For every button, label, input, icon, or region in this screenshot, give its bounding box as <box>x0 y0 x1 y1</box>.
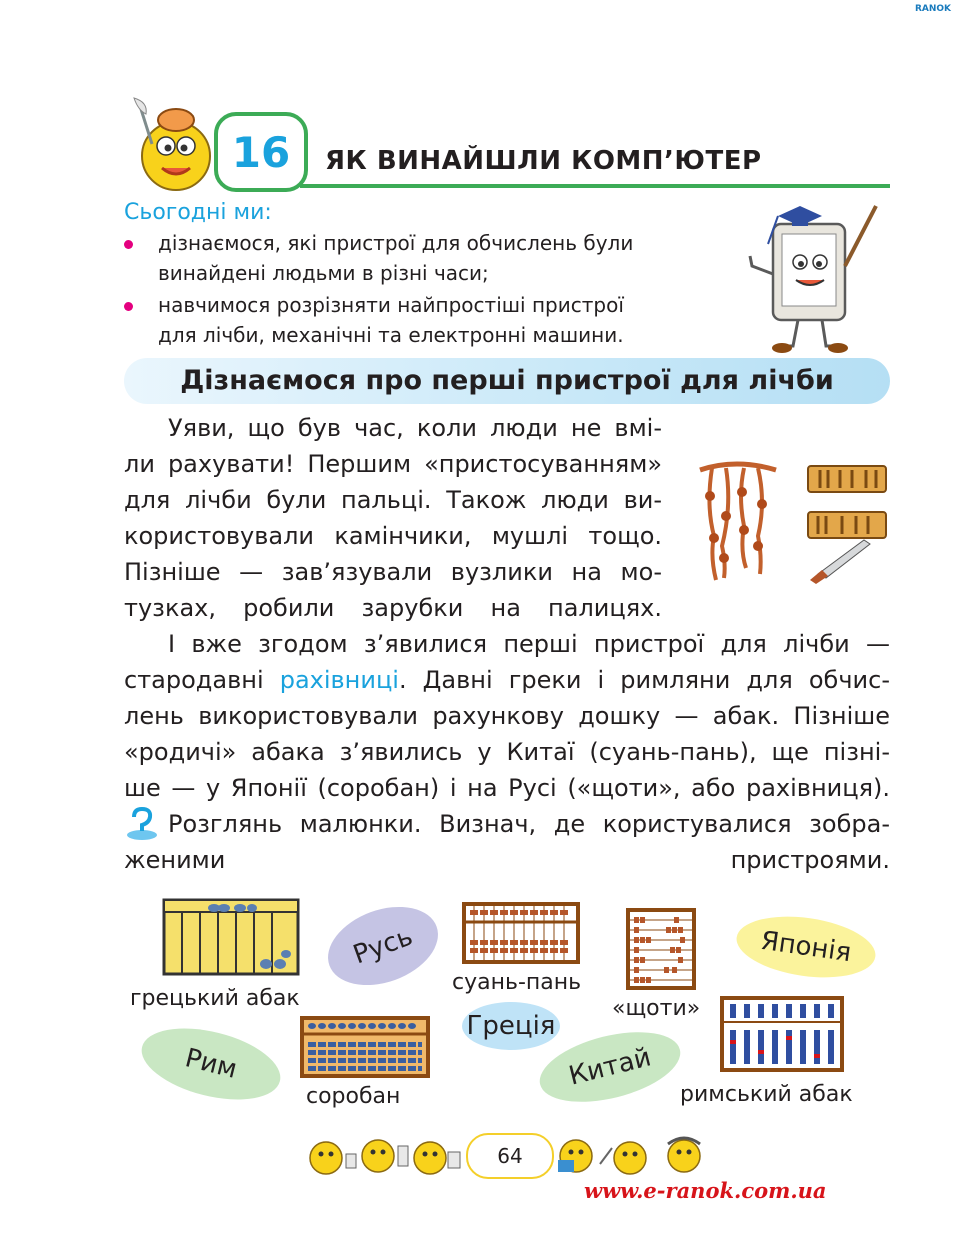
para2-text: стародавні <box>124 666 280 694</box>
goal-1-line-1: дізнаємося, які пристрої для обчислень були <box>158 231 634 255</box>
para2-line-2 <box>124 662 890 698</box>
para2-line: І вже згодом з’явилися перші пристрої для лічби — <box>168 630 890 658</box>
para1-line: для лічби були пальці. Також люди ви- <box>124 486 662 514</box>
task-line: женими пристроями. <box>124 846 890 874</box>
lesson-number-badge: 16 <box>214 112 308 192</box>
place-rome-label: Рим <box>182 1043 240 1085</box>
tablet-mascot-icon <box>738 196 888 356</box>
soroban-illustration <box>300 1016 430 1078</box>
caption-soroban: соробан <box>306 1084 401 1109</box>
caption-suanpan: суань-пань <box>452 970 582 995</box>
place-japan-ellipse <box>733 909 880 986</box>
place-rus-label: Русь <box>349 921 417 971</box>
goal-2-line-1: навчимося розрізняти найпростіші пристрої <box>158 293 624 317</box>
para2-line: ше — у Японії (соробан) і на Русі («щоти», або рахівниця). <box>124 774 890 802</box>
mascot-writer-icon <box>126 96 218 196</box>
caption-roman-abacus: римський абак <box>680 1082 853 1107</box>
para1-line: ли рахувати! Першим «пристосуванням» <box>124 450 662 478</box>
page-number: 64 <box>466 1133 554 1179</box>
para1-line: тузках, робили зарубки на палицях. <box>124 594 662 622</box>
task-line: Розглянь малюнки. Визнач, де користувалися зобра- <box>168 810 890 838</box>
task-text <box>124 806 890 878</box>
schoty-illustration <box>626 908 696 990</box>
knots-and-notches-illustration <box>696 456 890 586</box>
roman-abacus-illustration <box>720 996 844 1072</box>
lesson-title: ЯК ВИНАЙШЛИ КОМП’ЮТЕР <box>325 146 762 176</box>
para2-text: . Давні греки і римляни для обчис- <box>398 666 890 694</box>
section-title: Дізнаємося про перші пристрої для лічби <box>180 365 834 396</box>
place-china-label: Китай <box>565 1042 655 1092</box>
caption-schoty: «щоти» <box>612 996 701 1021</box>
caption-greek-abacus: грецький абак <box>130 986 300 1011</box>
place-rome-ellipse <box>134 1016 287 1112</box>
para1-line: Пізніше — зав’язували вузлики на мо- <box>124 558 662 586</box>
goal-item-1 <box>158 228 718 288</box>
place-greece-ellipse <box>462 1002 560 1050</box>
paragraph-1 <box>124 410 662 626</box>
goal-2-line-2: для лічби, механічні та електронні машини. <box>158 323 624 347</box>
bullet-icon <box>124 240 133 249</box>
publisher-logo: RANOK <box>914 4 951 14</box>
para2-line: «родичі» абака з’явились у Китаї (суань-пань), ще пізні- <box>124 738 890 766</box>
place-greece-label: Греція <box>466 1011 556 1041</box>
goal-1-line-2: винайдені людьми в різні часи; <box>158 261 489 285</box>
website-url: www.e-ranok.com.ua <box>584 1178 827 1203</box>
term-abacus-link: рахівниці <box>279 666 399 694</box>
footer-mascots-right-icon <box>556 1134 706 1178</box>
place-rus-ellipse <box>317 893 449 1000</box>
today-heading: Сьогодні ми: <box>124 200 272 225</box>
footer-mascots-left-icon <box>306 1134 462 1178</box>
place-japan-label: Японія <box>758 925 854 969</box>
paragraph-2 <box>124 626 890 806</box>
suanpan-illustration <box>462 902 580 964</box>
para2-line: лень використовували рахункову дошку — абак. Пізніше <box>124 702 890 730</box>
title-divider <box>300 184 890 188</box>
greek-abacus-illustration <box>162 898 300 976</box>
goal-item-2 <box>158 290 718 350</box>
bullet-icon <box>124 302 133 311</box>
para1-line: користовували камінчики, мушлі тощо. <box>124 522 662 550</box>
para1-line: Уяви, що був час, коли люди не вмі- <box>168 414 662 442</box>
